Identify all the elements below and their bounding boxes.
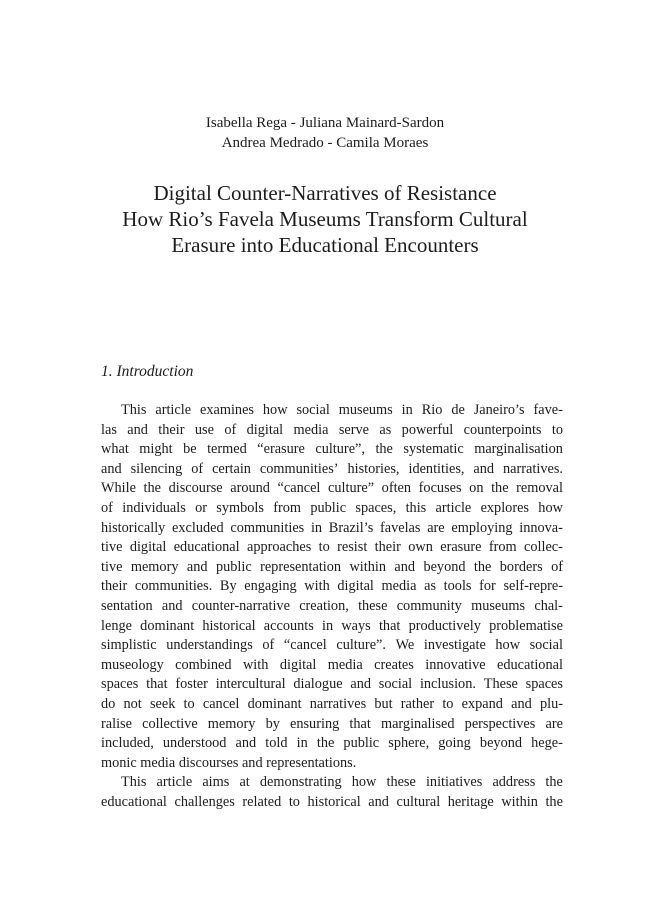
body-word: are [427, 519, 445, 536]
body-word: memory [130, 558, 179, 575]
body-word: resist [337, 539, 368, 556]
body-word: Janeiro’s [473, 402, 525, 418]
body-word: what [101, 441, 129, 458]
body-word: not [123, 695, 142, 712]
body-line [101, 401, 563, 421]
body-word: dominant [247, 695, 302, 712]
body-word: ralise [101, 715, 132, 732]
body-line [101, 558, 563, 578]
body-word: to [442, 695, 454, 712]
body-word: how [538, 499, 563, 516]
body-text [101, 401, 563, 812]
body-word: discourse [168, 480, 223, 497]
body-word: culture”. [336, 637, 386, 654]
body-word: tive [101, 558, 123, 575]
body-word: tools [443, 578, 472, 595]
body-word: with [304, 578, 330, 595]
body-word: These [483, 676, 518, 693]
body-word: community [396, 597, 462, 614]
body-word: memory [207, 715, 256, 732]
body-word: digital [337, 578, 374, 595]
body-word: hege- [531, 735, 563, 752]
body-word: perspectives [464, 715, 536, 732]
body-word: digital [246, 421, 284, 438]
body-word: fave- [533, 402, 563, 418]
body-word: rather [400, 695, 435, 712]
body-line [101, 617, 563, 637]
body-word: the [473, 558, 492, 575]
body-word: included, [101, 735, 154, 752]
body-word: or [195, 499, 207, 516]
body-word: and [161, 597, 183, 614]
body-word: histories, [347, 460, 400, 477]
body-word: powerful [401, 421, 454, 438]
body-word: productively [408, 617, 481, 634]
body-line [101, 656, 563, 676]
title-line-3: Erasure into Educational Encounters [171, 233, 479, 257]
body-word: ensuring [290, 715, 340, 732]
body-word: the [545, 774, 563, 791]
body-word: to [318, 539, 330, 556]
body-word: problematise [489, 617, 563, 634]
body-word: silencing [130, 460, 183, 477]
body-word: article [156, 774, 193, 791]
article-title [0, 180, 650, 258]
body-word: cancel [202, 695, 240, 712]
body-word: own [408, 539, 433, 556]
body-word: social [529, 637, 563, 654]
body-word: at [239, 774, 250, 791]
body-word: sentation [101, 597, 153, 614]
body-word: historical [307, 793, 361, 810]
body-line [101, 715, 563, 735]
body-word: We [395, 637, 415, 654]
body-word: employing [451, 519, 513, 536]
body-word: museums [338, 402, 393, 418]
body-word: “erasure [257, 441, 305, 458]
body-word: their [101, 578, 128, 595]
body-word: on [469, 480, 484, 497]
body-word: communities’ [259, 460, 339, 477]
author-list [0, 113, 650, 153]
body-word: intercultural [215, 676, 286, 693]
body-word: and [473, 460, 495, 477]
body-word: This [121, 774, 147, 791]
author-line-1: Isabella Rega - Juliana Mainard-Sardon [205, 115, 445, 131]
body-word: demonstrating [259, 774, 342, 791]
body-word: are [545, 715, 563, 732]
body-word: media [327, 656, 363, 673]
body-word: the [316, 735, 335, 752]
body-word: cultural [396, 793, 441, 810]
body-word: understandings [166, 637, 253, 654]
body-word: tive [101, 539, 123, 556]
body-word: article [435, 499, 472, 516]
body-line [101, 479, 563, 499]
body-line [101, 597, 563, 617]
body-word: challenges [174, 793, 235, 810]
body-word: around [230, 480, 270, 497]
body-word: the [491, 480, 509, 497]
body-word: related [242, 793, 282, 810]
body-word: collective [142, 715, 198, 732]
body-word: to [288, 793, 300, 810]
body-word: combined [175, 656, 232, 673]
body-word: approaches [246, 539, 312, 556]
body-word: digital [129, 539, 167, 556]
body-word: with [242, 656, 269, 673]
body-word: article [155, 402, 192, 418]
body-word: might [139, 441, 173, 458]
body-word: of [101, 499, 113, 516]
body-word: las [101, 421, 117, 438]
body-word: these [358, 597, 388, 614]
body-line [101, 538, 563, 558]
body-word: educational [173, 539, 240, 556]
body-word: narratives [309, 695, 367, 712]
body-word: museology [101, 656, 164, 673]
title-line-2: How Rio’s Favela Museums Transform Cultural [122, 207, 528, 231]
body-word: engaging [244, 578, 297, 595]
body-line [101, 460, 563, 480]
body-line [101, 499, 563, 519]
body-word: digital [279, 656, 317, 673]
body-word: simplistic [101, 637, 157, 654]
body-word: termed [207, 441, 247, 458]
body-word: public [343, 735, 380, 752]
body-word: and [350, 676, 372, 693]
body-word: within [349, 558, 386, 575]
body-word: spaces [101, 676, 139, 693]
body-word: Rio [421, 402, 443, 418]
body-word: accounts [263, 617, 314, 634]
body-word: from [488, 539, 517, 556]
body-word: and [511, 695, 532, 712]
body-word: borders [499, 558, 543, 575]
body-word: for [479, 578, 496, 595]
body-word: sphere, [388, 735, 430, 752]
body-word: creation, [299, 597, 349, 614]
body-word: and [368, 793, 389, 810]
body-line [101, 773, 563, 793]
body-word: initiatives [425, 774, 483, 791]
body-word: the [545, 793, 563, 810]
body-word: the [143, 480, 162, 497]
body-line [101, 577, 563, 597]
body-word: self-repre- [503, 578, 563, 595]
section-heading: 1. Introduction [101, 363, 194, 380]
body-word: individuals [122, 499, 186, 516]
body-word: removal [516, 480, 563, 497]
body-word: plu- [539, 695, 563, 712]
body-word: public [310, 499, 347, 516]
body-word: in [310, 519, 323, 536]
body-word: narratives. [503, 460, 563, 477]
title-line-1: Digital Counter-Narratives of Resistance [153, 181, 497, 205]
body-line [101, 421, 563, 441]
body-word: seek [149, 695, 176, 712]
body-word: marginalisation [474, 441, 563, 458]
body-word: these [386, 774, 416, 791]
body-word: culture”, [315, 441, 365, 458]
body-word: spaces [525, 676, 563, 693]
body-word: inclusion. [419, 676, 476, 693]
body-word: This [121, 402, 147, 418]
body-word: counterpoints [463, 421, 542, 438]
body-word: that [378, 617, 401, 634]
body-word: innovative [425, 656, 486, 673]
body-word: marginalised [380, 715, 455, 732]
body-word: systematic [403, 441, 464, 458]
body-word: By [219, 578, 237, 595]
body-word: culture” [328, 480, 375, 497]
body-word: expand [461, 695, 503, 712]
body-word: how [262, 402, 288, 418]
body-word: focuses [418, 480, 462, 497]
body-word: that [146, 676, 168, 693]
body-word: ways [341, 617, 371, 634]
body-word: the [375, 441, 393, 458]
body-word: museums [471, 597, 526, 614]
body-word: within [501, 793, 538, 810]
body-word: lenge [101, 617, 132, 634]
body-word: spaces, [355, 499, 397, 516]
body-line [101, 695, 563, 715]
body-word: historical [202, 617, 256, 634]
body-word: Brazil’s [328, 519, 374, 536]
body-word: to [183, 695, 195, 712]
body-word: aims [202, 774, 230, 791]
body-word: and [186, 558, 208, 575]
body-word: be [183, 441, 197, 458]
body-word: address [492, 774, 536, 791]
body-word: but [374, 695, 393, 712]
body-word: dialogue [293, 676, 343, 693]
body-word: this [405, 499, 427, 516]
body-word: of [262, 637, 275, 654]
body-word: by [265, 715, 280, 732]
body-word: “cancel [277, 480, 321, 497]
body-word: collec- [524, 539, 563, 556]
body-word: told [265, 735, 288, 752]
body-word: identities, [408, 460, 465, 477]
body-word: going [438, 735, 471, 752]
body-word: foster [175, 676, 208, 693]
body-word: media [293, 421, 329, 438]
body-word: educational [101, 793, 167, 810]
body-line [101, 519, 563, 539]
body-word: how [351, 774, 377, 791]
body-line: monic media discourses and representations. [101, 754, 357, 771]
body-word: heritage [447, 793, 494, 810]
body-word: explores [480, 499, 529, 516]
body-word: of [191, 460, 204, 477]
body-line [101, 734, 563, 754]
body-word: “cancel [283, 637, 327, 654]
body-word: in [296, 735, 308, 752]
body-word: examines [199, 402, 254, 418]
body-word: dominant [140, 617, 195, 634]
body-word: of [224, 421, 237, 438]
body-word: serve [338, 421, 369, 438]
body-word: creates [374, 656, 414, 673]
body-line [101, 440, 563, 460]
body-word: While [101, 480, 136, 497]
body-word: de [451, 402, 465, 418]
body-word: how [495, 637, 521, 654]
body-word: to [551, 421, 563, 438]
body-word: communities. [134, 578, 213, 595]
body-word: symbols [216, 499, 264, 516]
body-word: chal- [534, 597, 563, 614]
body-word: media [381, 578, 417, 595]
body-word: beyond [479, 735, 523, 752]
body-word: in [401, 402, 413, 418]
body-word: counter-narrative [191, 597, 290, 614]
body-word: and [127, 421, 148, 438]
body-word: certain [212, 460, 251, 477]
body-line [101, 793, 563, 813]
body-word: investigate [423, 637, 486, 654]
body-word: their [158, 421, 185, 438]
body-word: and [394, 558, 416, 575]
body-word: social [378, 676, 413, 693]
body-word: innova- [519, 519, 563, 536]
body-word: educational [497, 656, 563, 673]
body-word: representation [260, 558, 342, 575]
body-word: as [424, 578, 437, 595]
body-word: use [194, 421, 214, 438]
body-word: and [101, 460, 122, 477]
body-word: in [322, 617, 334, 634]
body-word: excluded [172, 519, 224, 536]
body-word: from [273, 499, 302, 516]
body-word: communities [230, 519, 305, 536]
body-word: their [374, 539, 401, 556]
author-line-2: Andrea Medrado - Camila Moraes [221, 135, 429, 151]
body-word: often [381, 480, 412, 497]
body-word: beyond [423, 558, 466, 575]
body-word: favelas [379, 519, 421, 536]
body-word: do [101, 695, 116, 712]
body-word: social [296, 402, 330, 418]
body-word: of [551, 558, 563, 575]
body-word: historically [101, 519, 166, 536]
body-word: that [349, 715, 371, 732]
body-line [101, 675, 563, 695]
body-word: public [215, 558, 252, 575]
body-line [101, 636, 563, 656]
body-word: and [235, 735, 257, 752]
body-word: erasure [440, 539, 482, 556]
body-word: understood [162, 735, 227, 752]
body-word: as [379, 421, 392, 438]
